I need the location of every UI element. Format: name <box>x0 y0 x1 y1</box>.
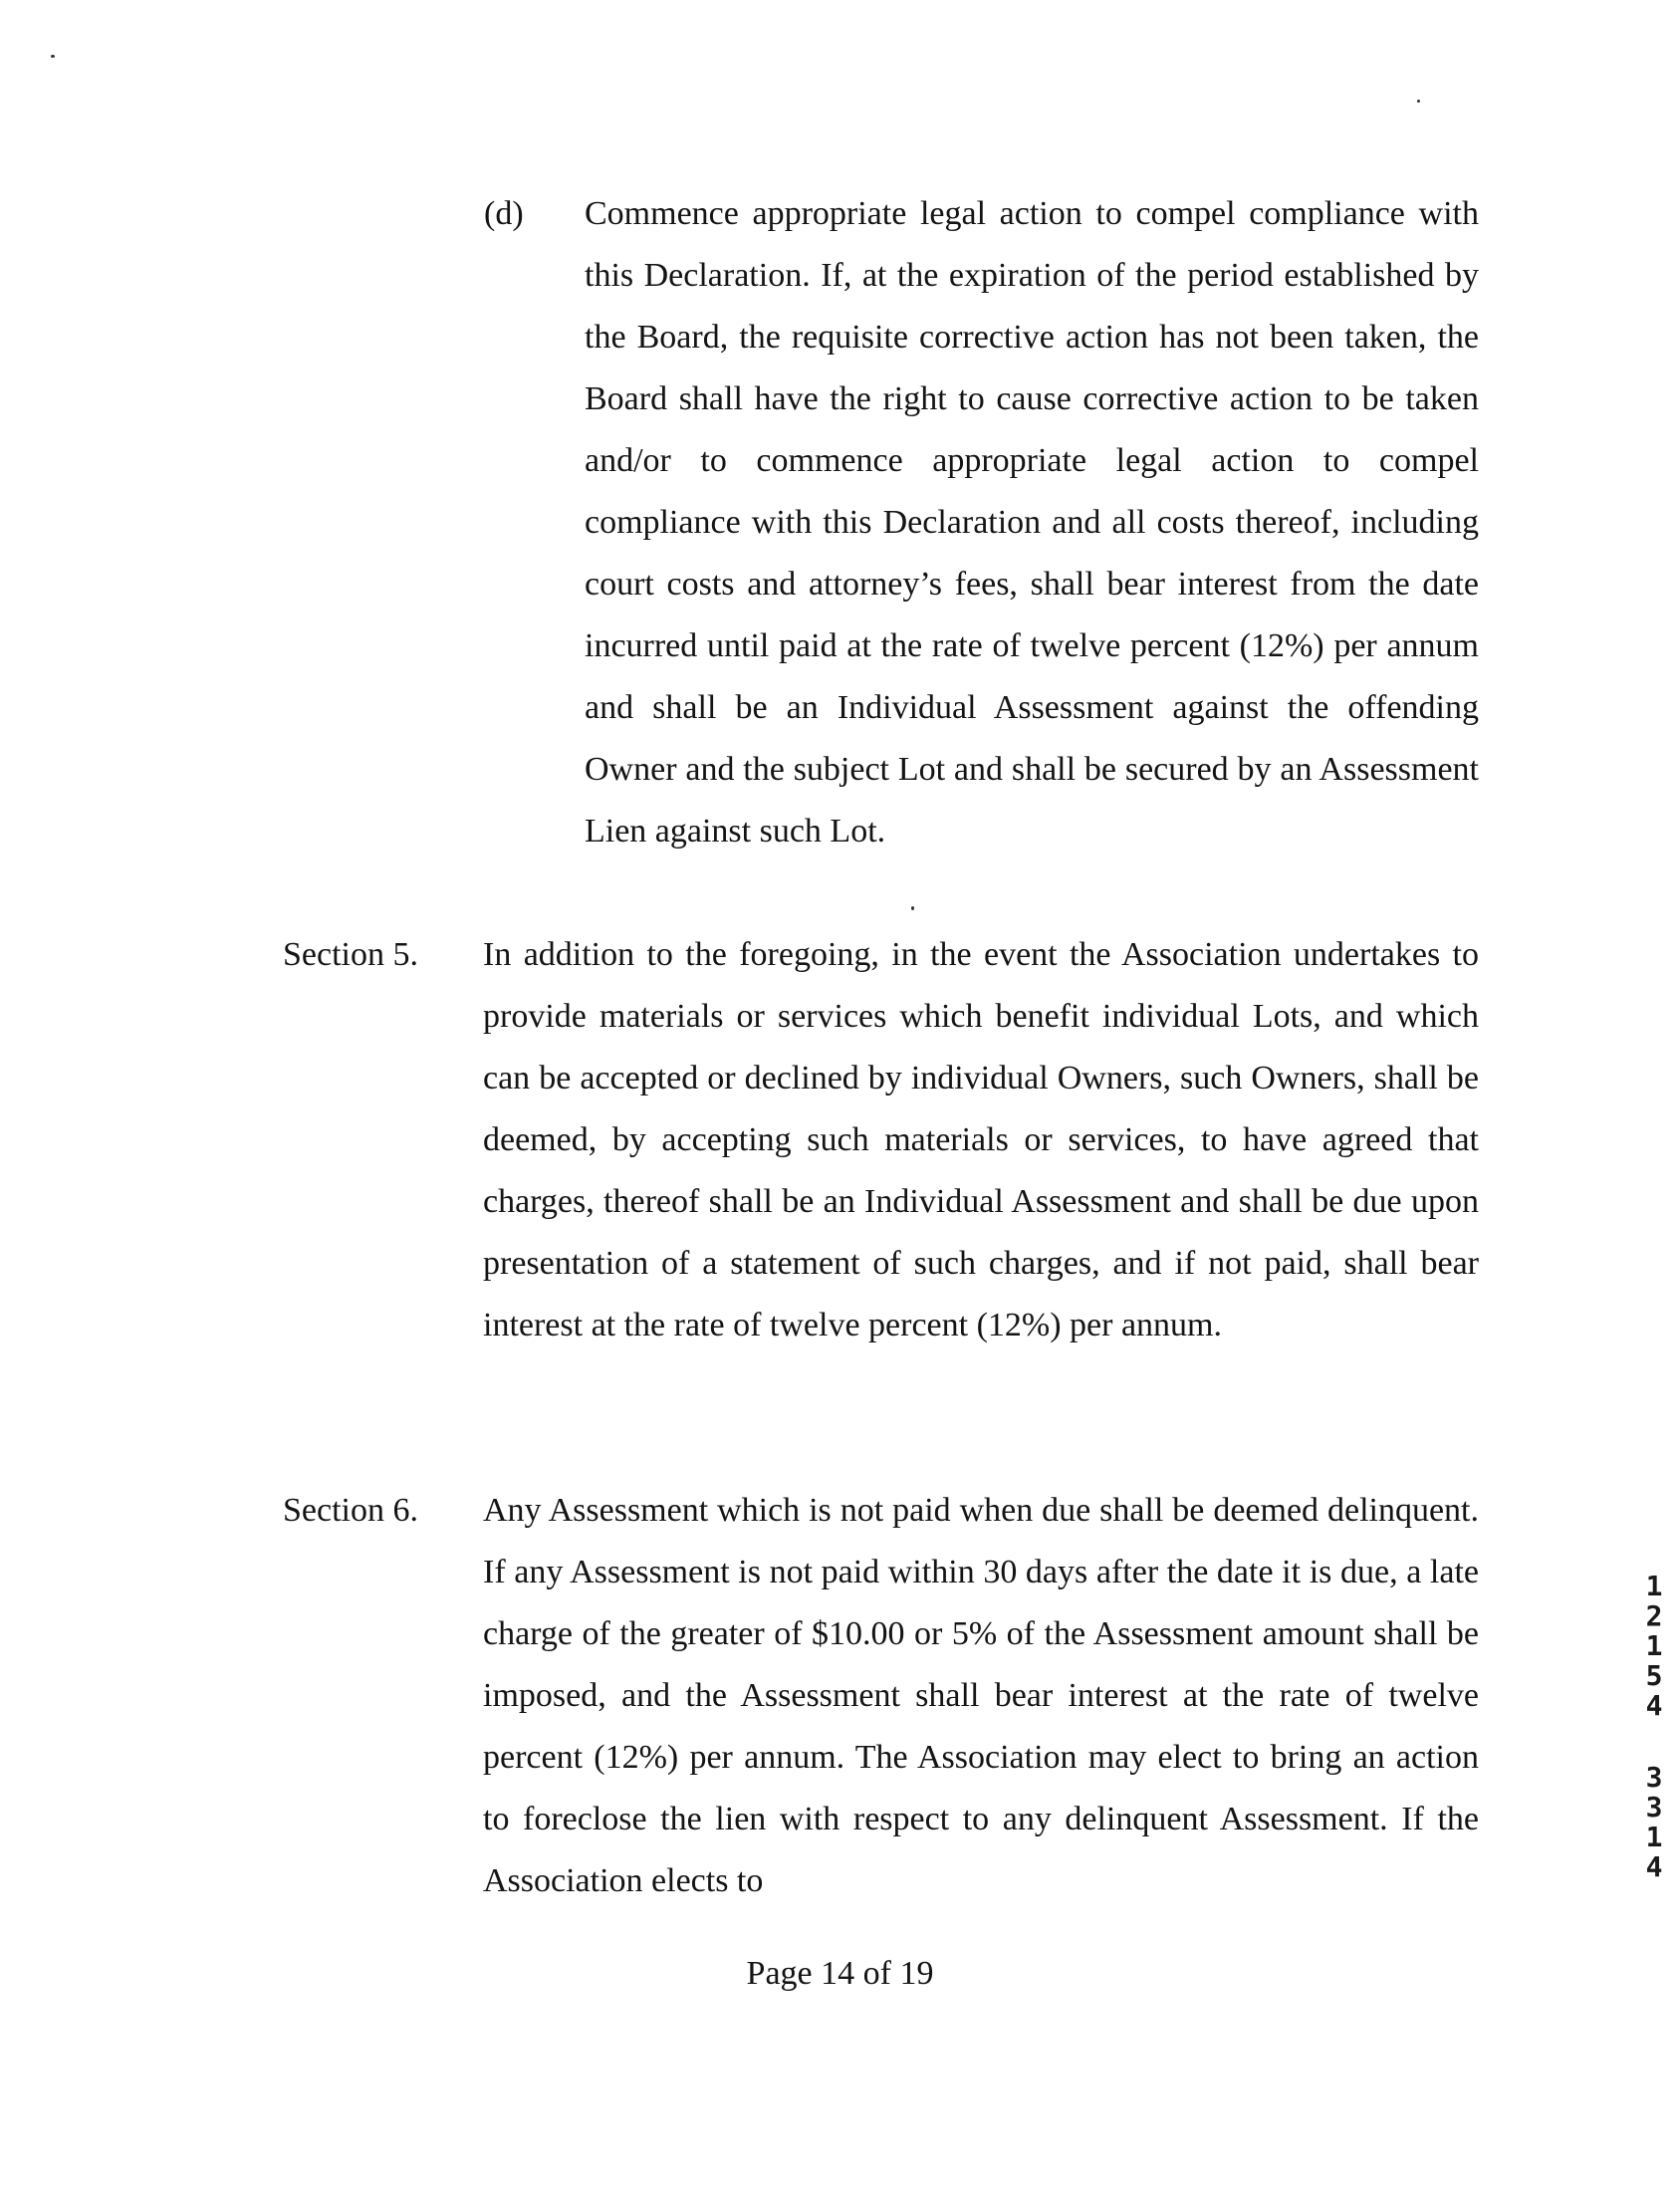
section-5-paragraph: In addition to the foregoing, in the event the Association undertakes to provide materials or services which benefit individual Lots, and which can be accepted or declined by individual Owners, such Owners, shall be deemed, by accepting such materials or services, to have agreed that charges, thereof shall be an Individual Assessment and shall be due upon presentation of a statement of such charges, and if not paid, shall bear interest at the rate of twelve percent (12%) per annum. <box>483 936 1479 1343</box>
page-number: Page 14 of 19 <box>746 1955 934 1992</box>
recording-stamp-top <box>1641 1572 1667 1721</box>
stamp-digit: 3 <box>1645 1791 1663 1824</box>
stamp-digit: 5 <box>1645 1659 1663 1692</box>
stamp-digit: 1 <box>1645 1570 1663 1602</box>
item-d-label: (d) <box>484 195 524 232</box>
scan-speck <box>911 906 914 910</box>
scan-speck <box>51 55 55 58</box>
stamp-digit: 4 <box>1645 1689 1663 1722</box>
stamp-digit: 1 <box>1645 1821 1663 1853</box>
stamp-digit: 1 <box>1645 1629 1663 1662</box>
stamp-digit: 2 <box>1645 1599 1663 1632</box>
recording-stamp-bottom <box>1641 1763 1667 1882</box>
item-d-paragraph: Commence appropriate legal action to compel compliance with this Declaration. If, at the expiration of the period established by the Board, the requisite corrective action has not been taken, the Board shall have the right to cause corrective action to be taken and/or to commence appropriate legal action to compel compliance with this Declaration and all costs thereof, including court costs and attorney’s fees, shall bear interest from the date incurred until paid at the rate of twelve percent (12%) per annum and shall be an Individual Assessment against the offending Owner and the subject Lot and shall be secured by an Assessment Lien against such Lot. <box>585 195 1479 850</box>
section-5-label: Section 5. <box>283 936 418 973</box>
scan-speck <box>1417 100 1420 103</box>
section-6-paragraph: Any Assessment which is not paid when due shall be deemed delinquent. If any Assessment is not paid within 30 days after the date it is due, a late charge of the greater of $10.00 or 5% of the Assessment amount shall be imposed, and the Assessment shall bear interest at the rate of twelve percent (12%) per annum. The Association may elect to bring an action to foreclose the lien with respect to any delinquent Assessment. If the Association elects to <box>483 1492 1479 1899</box>
section-6-label: Section 6. <box>283 1492 418 1529</box>
stamp-digit: 4 <box>1645 1850 1663 1883</box>
stamp-digit: 3 <box>1645 1761 1663 1794</box>
